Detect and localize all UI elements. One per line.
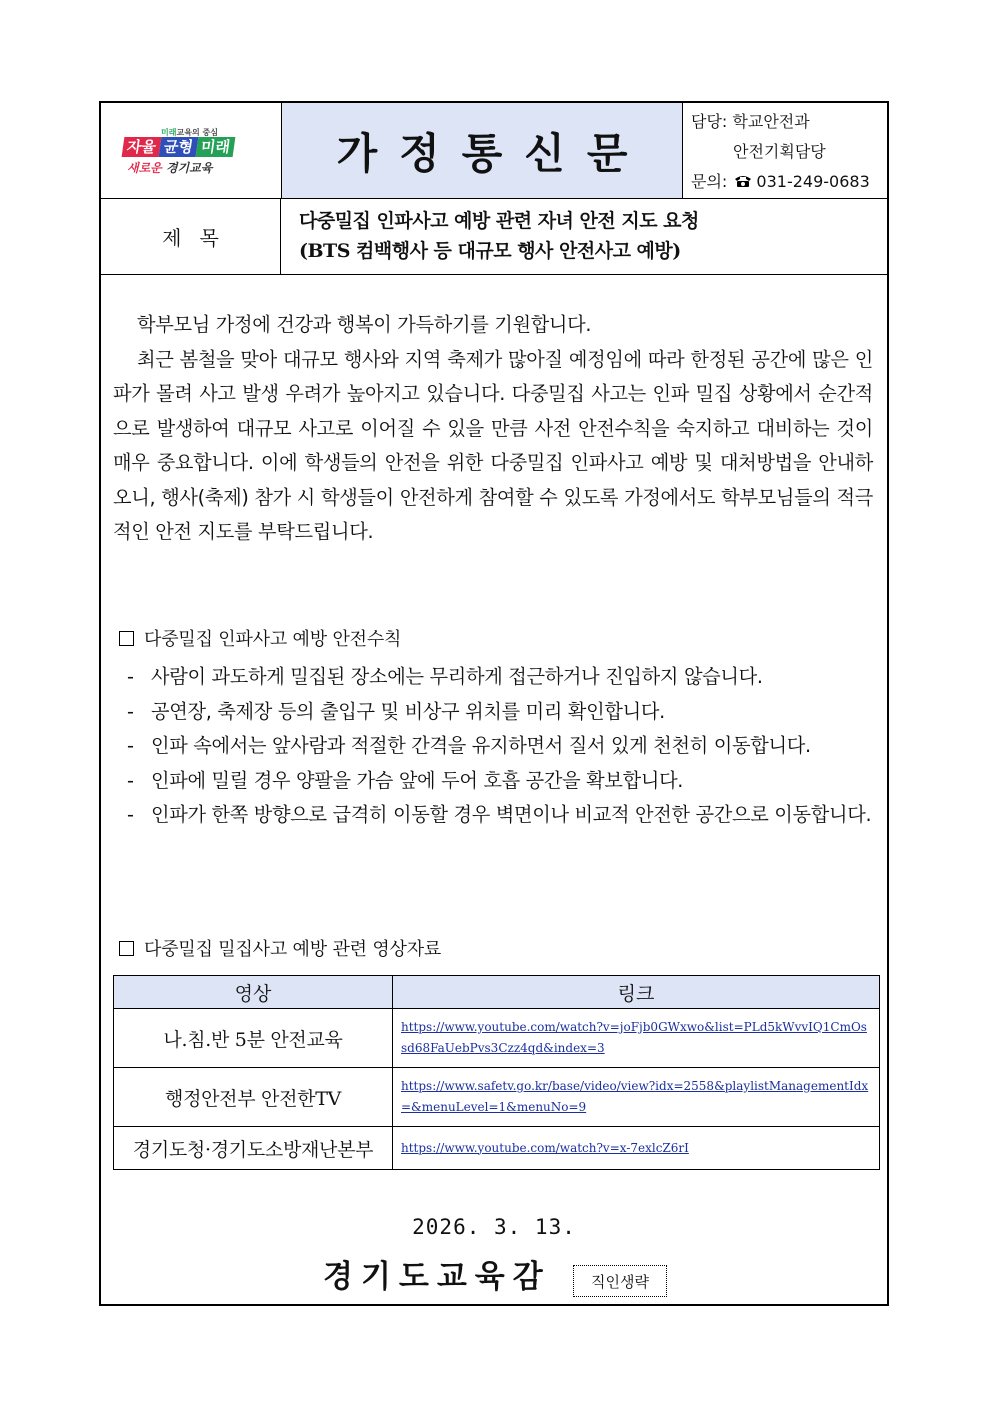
video-resources-table xyxy=(113,975,880,1170)
list-item: - 인파가 한쪽 방향으로 급격히 이동할 경우 벽면이나 비교적 안전한 공간으로 이동합니다. xyxy=(127,803,872,826)
video-link[interactable]: https://www.youtube.com/watch?v=x-7exlcZ6rI xyxy=(401,1140,689,1155)
table-header-row xyxy=(114,976,880,1009)
video-name: 행정안전부 안전한TV xyxy=(114,1068,393,1127)
logo-badge-balance: 균형 xyxy=(159,137,199,157)
greeting: 학부모님 가정에 건강과 행복이 가득하기를 기원합니다. xyxy=(137,313,592,336)
subject-title xyxy=(299,206,699,266)
video-link-cell xyxy=(393,1009,880,1068)
notice-document xyxy=(99,101,889,1306)
subject-label: 제목 xyxy=(101,198,281,274)
video-link[interactable]: https://www.safetv.go.kr/base/video/view?idx=2558&playlistManagementIdx=&menuLevel=1&menuNo=9 xyxy=(401,1079,869,1114)
video-link-cell xyxy=(393,1127,880,1170)
subject-line-2: (BTS 컴백행사 등 대규모 행사 안전사고 예방) xyxy=(299,240,681,262)
list-item: - 공연장, 축제장 등의 출입구 및 비상구 위치를 미리 확인합니다. xyxy=(127,699,665,723)
column-header-link: 링크 xyxy=(393,976,880,1009)
table-row xyxy=(114,1127,880,1170)
document-title: 가정통신문 xyxy=(336,128,650,178)
video-link-cell xyxy=(393,1068,880,1127)
seal-omitted-box: 직인생략 xyxy=(573,1265,667,1297)
telephone-icon xyxy=(734,173,752,187)
contact-phone: 문의: 031-249-0683 xyxy=(691,172,870,191)
video-link[interactable]: https://www.youtube.com/watch?v=joFjb0GWxwo&list=PLd5kWvvIQ1CmOssd68FaUebPvs3Czz4qd&index=3 xyxy=(401,1020,867,1055)
logo-slogan: 새로운 경기교육 xyxy=(127,161,213,175)
logo-cell xyxy=(101,103,282,198)
contact-team: 안전기획담당 xyxy=(733,142,826,161)
section-video-title: 다중밀집 밀집사고 예방 관련 영상자료 xyxy=(119,935,441,961)
checkbox-square-icon xyxy=(119,941,134,956)
signer-title: 경기도교육감 xyxy=(323,1259,551,1295)
logo-badge-future: 미래 xyxy=(196,137,236,157)
body-text xyxy=(113,308,873,550)
contact-info xyxy=(683,103,887,198)
subject-row xyxy=(101,198,887,275)
logo-badge-autonomy: 자율 xyxy=(122,137,162,157)
list-item: - 인파에 밀릴 경우 양팔을 가슴 앞에 두어 호흡 공간을 확보합니다. xyxy=(127,768,684,792)
document-title-cell xyxy=(282,103,683,198)
checkbox-square-icon xyxy=(119,631,134,646)
issue-date: 2026. 3. 13. xyxy=(412,1215,576,1239)
column-header-video: 영상 xyxy=(114,976,393,1009)
header-row xyxy=(101,103,887,199)
logo-badges xyxy=(123,137,234,157)
intro-paragraph: 최근 봄철을 맞아 대규모 행사와 지역 축제가 많아질 예정임에 따라 한정된 공간에 많은 인파가 몰려 사고 발생 우려가 높아지고 있습니다. 다중밀집 사고는 인파 밀집 상황에서 순간적으로 발생하여 대규모 사고로 이어질 수 있을 만큼 사전 안전수칙을 숙지하고 대비하는 것이 매우 중요합니다. 이에 학생들의 안전을 위한 다중밀집 인파사고 예방 및 대처방법을 안내하오니, 행사(축제) 참가 시 학생들이 안전하게 참여할 수 있도록 가정에서도 학부모님들의 적극적인 안전 지도를 부탁드립니다. xyxy=(113,347,873,543)
video-name: 나.침.반 5분 안전교육 xyxy=(114,1009,393,1068)
section-safety-rules-title: 다중밀집 인파사고 예방 안전수칙 xyxy=(119,625,401,651)
list-item: - 인파 속에서는 앞사람과 적절한 간격을 유지하면서 질서 있게 천천히 이동합니다. xyxy=(127,734,811,757)
table-row xyxy=(114,1009,880,1068)
contact-dept: 담당: 학교안전과 xyxy=(691,112,810,131)
table-row xyxy=(114,1068,880,1127)
logo-tagline: 미래교육의 중심 xyxy=(161,128,218,137)
list-item: - 사람이 과도하게 밀집된 장소에는 무리하게 접근하거나 진입하지 않습니다. xyxy=(127,665,763,688)
gyeonggi-education-logo xyxy=(117,125,262,180)
subject-line-1: 다중밀집 인파사고 예방 관련 자녀 안전 지도 요청 xyxy=(299,210,699,232)
safety-rules-list xyxy=(127,660,883,833)
video-name: 경기도청·경기도소방재난본부 xyxy=(114,1127,393,1170)
